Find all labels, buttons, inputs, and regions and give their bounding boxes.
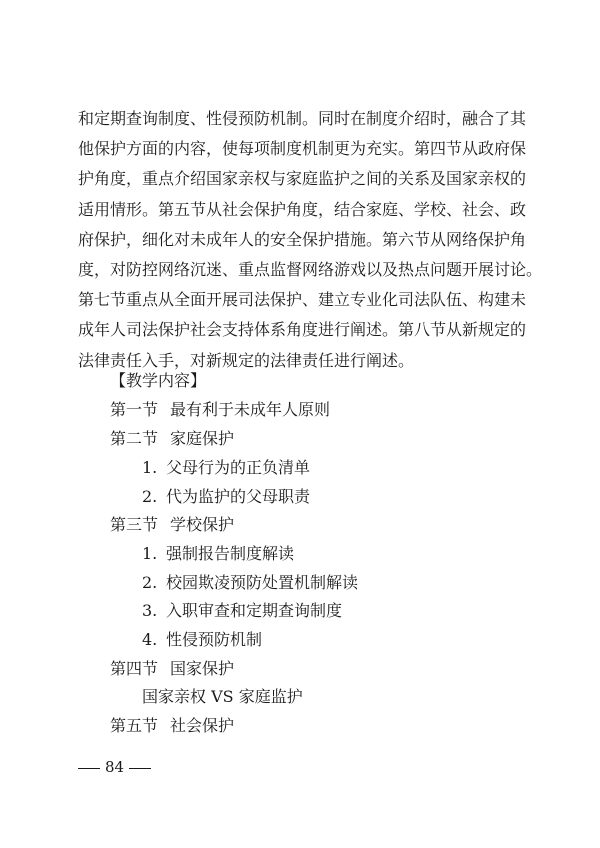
item-text: 强制报告制度解读 xyxy=(166,544,295,563)
section-title: 社会保护 xyxy=(170,716,235,735)
toc-item xyxy=(142,600,342,622)
dash-right xyxy=(129,768,151,769)
toc-item xyxy=(142,457,310,479)
section-number: 第四节 xyxy=(110,659,159,678)
section-title: 国家保护 xyxy=(170,659,235,678)
item-text: 代为监护的父母职责 xyxy=(166,487,311,506)
toc-subtopic: 国家亲权 VS 家庭监护 xyxy=(142,687,303,706)
toc-item xyxy=(142,543,294,565)
section-title: 家庭保护 xyxy=(170,429,235,448)
toc-section xyxy=(110,514,234,536)
toc-section xyxy=(110,658,234,680)
page-number: 84 xyxy=(105,758,125,776)
toc-section xyxy=(110,399,330,421)
section-number: 第一节 xyxy=(110,400,159,419)
paragraph-line: 法律责任入手，对新规定的法律责任进行阐述。 xyxy=(78,350,415,370)
paragraph-line: 第七节重点从全面开展司法保护、建立专业化司法队伍、构建未 xyxy=(78,290,527,310)
item-text: 父母行为的正负清单 xyxy=(166,458,311,477)
item-text: 入职审查和定期查询制度 xyxy=(166,601,343,620)
item-text: 校园欺凌预防处置机制解读 xyxy=(166,573,359,592)
page-footer xyxy=(78,756,151,778)
toc-item xyxy=(142,486,310,508)
paragraph-line: 和定期查询制度、性侵预防机制。同时在制度介绍时，融合了其 xyxy=(78,109,527,128)
paragraph-line: 府保护，细化对未成年人的安全保护措施。第六节从网络保护角 xyxy=(78,229,527,249)
item-index: 4. xyxy=(142,630,158,649)
item-index: 1. xyxy=(142,458,158,477)
teaching-content-heading: 【教学内容】 xyxy=(110,371,207,390)
item-index: 2. xyxy=(142,487,158,506)
item-index: 3. xyxy=(142,601,158,620)
section-number: 第三节 xyxy=(110,515,159,534)
paragraph-line: 适用情形。第五节从社会保护角度，结合家庭、学校、社会、政 xyxy=(78,199,527,219)
section-title: 学校保护 xyxy=(170,515,235,534)
paragraph-line: 度，对防控网络沉迷、重点监督网络游戏以及热点问题开展讨论。 xyxy=(78,260,543,280)
item-index: 1. xyxy=(142,544,158,563)
toc-item xyxy=(142,572,358,594)
item-text: 性侵预防机制 xyxy=(166,630,263,649)
section-number: 第二节 xyxy=(110,429,159,448)
toc-section xyxy=(110,715,234,737)
section-title: 最有利于未成年人原则 xyxy=(170,400,331,419)
paragraph-line: 成年人司法保护社会支持体系角度进行阐述。第八节从新规定的 xyxy=(78,320,527,340)
paragraph-line: 护角度，重点介绍国家亲权与家庭监护之间的关系及国家亲权的 xyxy=(78,169,527,189)
paragraph-line: 他保护方面的内容，使每项制度机制更为充实。第四节从政府保 xyxy=(78,139,527,159)
item-index: 2. xyxy=(142,573,158,592)
intro-paragraph xyxy=(78,104,543,376)
section-number: 第五节 xyxy=(110,716,159,735)
dash-left xyxy=(78,768,100,769)
toc-section xyxy=(110,428,234,450)
toc-item xyxy=(142,629,262,651)
